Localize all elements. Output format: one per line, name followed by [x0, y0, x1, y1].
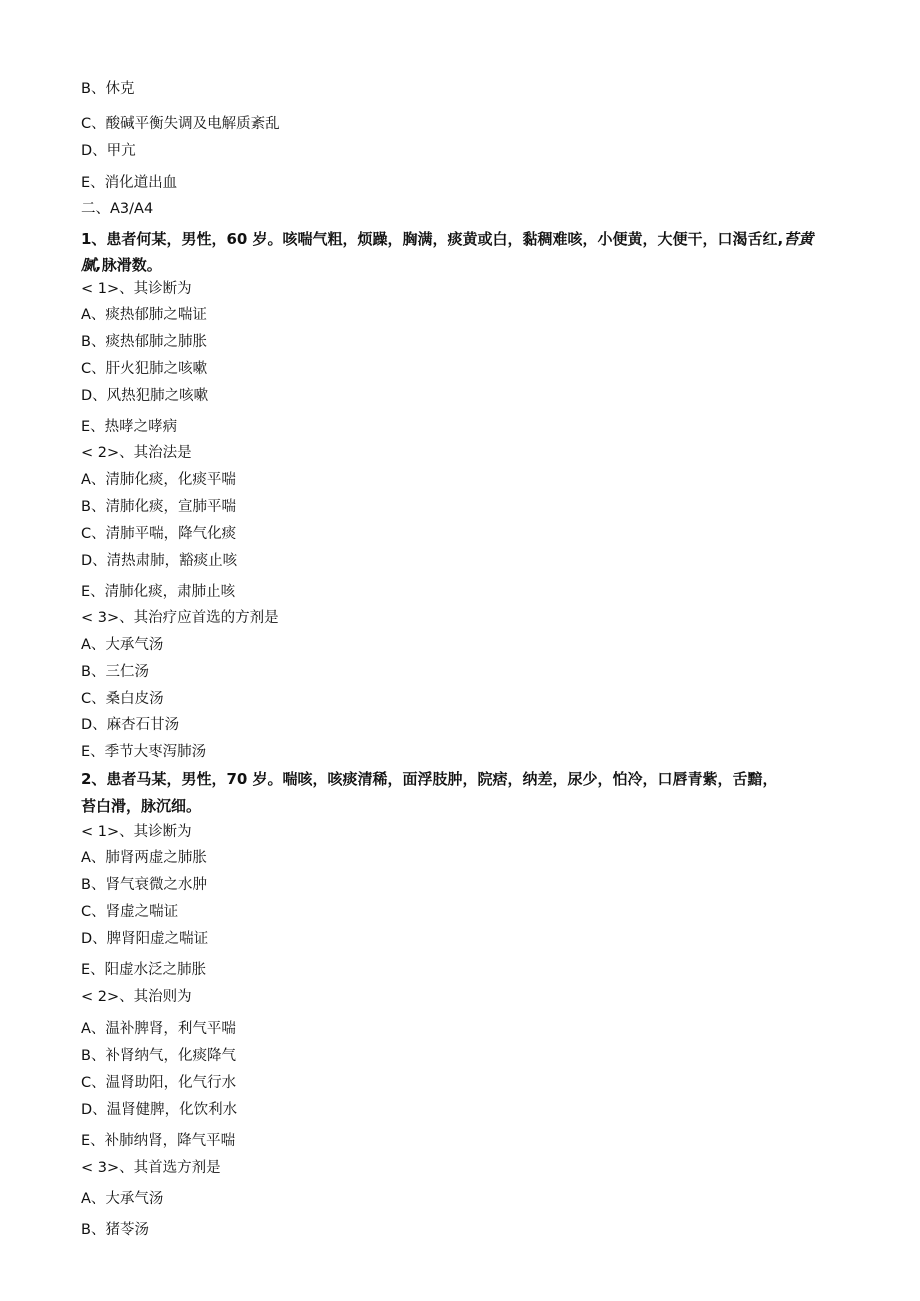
case-2-stem-cont: 苔白滑，脉沉细。: [81, 797, 202, 815]
case-1-stem-main: 1、患者何某，男性，60 岁。咳喘气粗，烦躁，胸满，痰黄或白，黏稠难咳，小便黄，大便干，口渴舌红,: [81, 230, 784, 248]
option-b: B、肾气衰微之水肿: [81, 877, 207, 893]
sub-question: < 2>、其治则为: [81, 989, 192, 1005]
option-b: B、猪苓汤: [81, 1222, 149, 1238]
case-1-stem-italic: 苔黄腻,: [81, 230, 814, 274]
case-2-stem: 2、患者马某，男性，70 岁。喘咳，咳痰清稀，面浮肢肿，院痞，纳差，尿少，怕冷，口唇青紫，舌黯，: [81, 770, 778, 788]
option-d: D、麻杏石甘汤: [81, 717, 180, 733]
case-1-stem-end: 脉滑数。: [101, 256, 162, 274]
option-b: B、休克: [81, 81, 135, 97]
option-d: D、脾肾阳虚之喘证: [81, 931, 209, 947]
case-1-stem: [81, 226, 831, 278]
option-c: C、肝火犯肺之咳嗽: [81, 361, 208, 377]
option-e: E、阳虚水泛之肺胀: [81, 962, 207, 978]
option-c: C、肾虚之喘证: [81, 904, 179, 920]
option-a: A、大承气汤: [81, 1191, 164, 1207]
option-e: E、季节大枣泻肺汤: [81, 744, 207, 760]
option-d: D、温肾健脾，化饮利水: [81, 1102, 238, 1118]
option-a: A、清肺化痰，化痰平喘: [81, 472, 236, 488]
sub-question: < 1>、其诊断为: [81, 824, 192, 840]
option-d: D、甲亢: [81, 143, 136, 159]
option-c: C、桑白皮汤: [81, 691, 164, 707]
option-d: D、风热犯肺之咳嗽: [81, 388, 209, 404]
option-c: C、酸碱平衡失调及电解质紊乱: [81, 116, 280, 132]
option-b: B、痰热郁肺之肺胀: [81, 334, 207, 350]
option-a: A、痰热郁肺之喘证: [81, 307, 207, 323]
option-a: A、大承气汤: [81, 637, 164, 653]
option-a: A、肺肾两虚之肺胀: [81, 850, 207, 866]
option-a: A、温补脾肾，利气平喘: [81, 1021, 236, 1037]
sub-question: < 1>、其诊断为: [81, 281, 192, 297]
option-b: B、清肺化痰，宣肺平喘: [81, 499, 236, 515]
sub-question: < 3>、其首选方剂是: [81, 1160, 221, 1176]
option-c: C、温肾助阳，化气行水: [81, 1075, 237, 1091]
option-d: D、清热肃肺，豁痰止咳: [81, 553, 238, 569]
option-e: E、消化道出血: [81, 175, 178, 191]
option-c: C、清肺平喘，降气化痰: [81, 526, 237, 542]
option-e: E、清肺化痰，肃肺止咳: [81, 584, 236, 600]
option-e: E、补肺纳肾，降气平喘: [81, 1133, 236, 1149]
section-heading: 二、A3/A4: [81, 201, 154, 217]
sub-question: < 2>、其治法是: [81, 445, 192, 461]
option-e: E、热哮之哮病: [81, 419, 178, 435]
option-b: B、补肾纳气，化痰降气: [81, 1048, 236, 1064]
option-b: B、三仁汤: [81, 664, 149, 680]
sub-question: < 3>、其治疗应首选的方剂是: [81, 610, 279, 626]
